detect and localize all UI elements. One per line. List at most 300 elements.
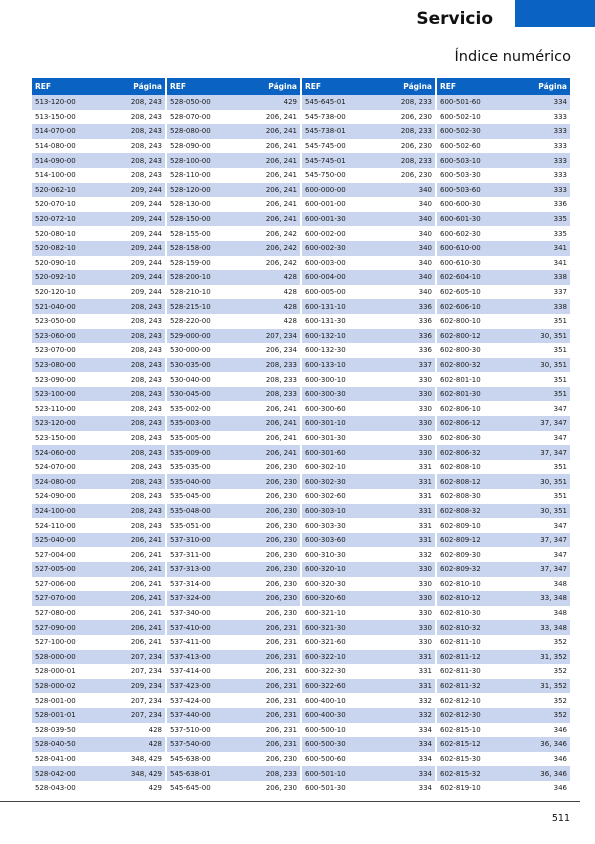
page-cell: 206, 241 xyxy=(130,565,162,574)
ref-cell: 602-808-32 xyxy=(440,506,481,515)
page-cell: 206, 230 xyxy=(265,477,297,486)
ref-cell: 600-003-00 xyxy=(305,258,346,267)
ref-cell: 602-800-32 xyxy=(440,360,481,369)
page-cell: 206, 230 xyxy=(265,609,297,618)
table-row xyxy=(32,635,165,650)
table-row xyxy=(302,650,435,665)
ref-cell: 525-040-00 xyxy=(35,536,76,545)
table-row xyxy=(437,445,570,460)
table-row xyxy=(167,474,300,489)
ref-cell: 602-800-30 xyxy=(440,346,481,355)
ref-cell: 537-423-00 xyxy=(170,682,211,691)
ref-cell: 600-302-60 xyxy=(305,492,346,501)
page-cell: 208, 233 xyxy=(265,360,297,369)
page-cell: 340 xyxy=(418,288,432,297)
table-row xyxy=(167,358,300,373)
page-cell: 31, 352 xyxy=(540,682,567,691)
table-row xyxy=(32,314,165,329)
table-row xyxy=(302,547,435,562)
table-row xyxy=(302,110,435,125)
ref-cell: 600-500-30 xyxy=(305,740,346,749)
page-cell: 333 xyxy=(553,185,567,194)
table-row xyxy=(302,752,435,767)
table-row xyxy=(32,460,165,475)
page-cell: 429 xyxy=(283,98,297,107)
page-cell: 346 xyxy=(553,755,567,764)
table-row xyxy=(437,533,570,548)
ref-cell: 602-811-10 xyxy=(440,638,481,647)
page-cell: 206, 230 xyxy=(265,536,297,545)
ref-cell: 600-321-60 xyxy=(305,638,346,647)
page-cell: 208, 243 xyxy=(130,492,162,501)
ref-cell: 545-645-00 xyxy=(170,784,211,793)
row-list xyxy=(32,95,165,796)
ref-header: REF xyxy=(170,82,187,91)
page-cell: 428 xyxy=(283,302,297,311)
ref-cell: 527-100-00 xyxy=(35,638,76,647)
page-cell: 336 xyxy=(418,331,432,340)
ref-cell: 537-424-00 xyxy=(170,696,211,705)
column-header xyxy=(167,78,300,95)
ref-cell: 535-005-00 xyxy=(170,433,211,442)
ref-cell: 537-413-00 xyxy=(170,652,211,661)
table-row xyxy=(32,708,165,723)
table-row xyxy=(167,620,300,635)
page-cell: 330 xyxy=(418,419,432,428)
table-row xyxy=(437,329,570,344)
page-cell: 209, 244 xyxy=(130,288,162,297)
page-cell: 331 xyxy=(418,652,432,661)
page-cell: 206, 231 xyxy=(265,740,297,749)
table-row xyxy=(32,183,165,198)
table-row xyxy=(167,183,300,198)
page-cell: 33, 348 xyxy=(540,623,567,632)
table-row xyxy=(302,635,435,650)
page-cell: 206, 241 xyxy=(130,609,162,618)
ref-cell: 545-745-01 xyxy=(305,156,346,165)
table-row xyxy=(32,226,165,241)
ref-cell: 602-801-30 xyxy=(440,390,481,399)
page-cell: 208, 243 xyxy=(130,360,162,369)
page-cell: 208, 243 xyxy=(130,142,162,151)
page-cell: 30, 351 xyxy=(540,331,567,340)
ref-cell: 523-080-00 xyxy=(35,360,76,369)
table-row xyxy=(437,766,570,781)
page-cell: 206, 241 xyxy=(265,185,297,194)
ref-cell: 600-131-10 xyxy=(305,302,346,311)
page-cell: 334 xyxy=(418,740,432,749)
page-cell: 428 xyxy=(283,317,297,326)
page-cell: 206, 241 xyxy=(265,433,297,442)
page-cell: 347 xyxy=(553,521,567,530)
table-row xyxy=(32,577,165,592)
ref-cell: 537-411-00 xyxy=(170,638,211,647)
page-header: Página xyxy=(403,82,432,91)
table-row xyxy=(437,679,570,694)
page-cell: 351 xyxy=(553,390,567,399)
ref-cell: 600-301-30 xyxy=(305,433,346,442)
page-cell: 333 xyxy=(553,142,567,151)
ref-cell: 528-158-00 xyxy=(170,244,211,253)
ref-cell: 600-502-10 xyxy=(440,112,481,121)
table-row xyxy=(437,153,570,168)
page-cell: 336 xyxy=(418,317,432,326)
page-cell: 208, 243 xyxy=(130,98,162,107)
table-row xyxy=(32,416,165,431)
table-row xyxy=(302,431,435,446)
table-row xyxy=(437,489,570,504)
table-row xyxy=(32,489,165,504)
page-cell: 208, 243 xyxy=(130,112,162,121)
ref-cell: 514-100-00 xyxy=(35,171,76,180)
page-cell: 208, 243 xyxy=(130,506,162,515)
ref-cell: 600-320-30 xyxy=(305,579,346,588)
ref-cell: 600-302-10 xyxy=(305,463,346,472)
table-row xyxy=(167,533,300,548)
ref-cell: 528-001-01 xyxy=(35,711,76,720)
ref-cell: 600-002-00 xyxy=(305,229,346,238)
table-row xyxy=(302,533,435,548)
page-cell: 331 xyxy=(418,463,432,472)
table-row xyxy=(32,547,165,562)
page-cell: 352 xyxy=(553,711,567,720)
page-cell: 331 xyxy=(418,506,432,515)
ref-cell: 528-000-01 xyxy=(35,667,76,676)
page-cell: 341 xyxy=(553,258,567,267)
ref-cell: 535-002-00 xyxy=(170,404,211,413)
table-row xyxy=(167,387,300,402)
row-list xyxy=(437,95,570,796)
ref-cell: 520-090-10 xyxy=(35,258,76,267)
ref-cell: 537-310-00 xyxy=(170,536,211,545)
table-row xyxy=(167,372,300,387)
table-row xyxy=(32,445,165,460)
ref-cell: 602-819-10 xyxy=(440,784,481,793)
ref-cell: 600-503-30 xyxy=(440,171,481,180)
page-cell: 347 xyxy=(553,433,567,442)
ref-cell: 600-300-30 xyxy=(305,390,346,399)
page-cell: 429 xyxy=(148,784,162,793)
page-cell: 206, 241 xyxy=(130,623,162,632)
ref-cell: 527-080-00 xyxy=(35,609,76,618)
table-row xyxy=(32,737,165,752)
table-row xyxy=(167,343,300,358)
page-cell: 208, 243 xyxy=(130,390,162,399)
page-cell: 428 xyxy=(148,725,162,734)
table-row xyxy=(167,416,300,431)
ref-cell: 523-070-00 xyxy=(35,346,76,355)
table-row xyxy=(437,241,570,256)
page-cell: 340 xyxy=(418,200,432,209)
page-cell: 206, 230 xyxy=(400,171,432,180)
ref-cell: 600-502-30 xyxy=(440,127,481,136)
ref-cell: 523-120-00 xyxy=(35,419,76,428)
ref-cell: 602-811-30 xyxy=(440,667,481,676)
page-cell: 331 xyxy=(418,492,432,501)
table-row xyxy=(167,664,300,679)
page-cell: 206, 230 xyxy=(265,492,297,501)
ref-header: REF xyxy=(305,82,322,91)
ref-cell: 521-040-00 xyxy=(35,302,76,311)
ref-cell: 600-501-30 xyxy=(305,784,346,793)
page-cell: 206, 241 xyxy=(130,579,162,588)
table-row xyxy=(302,723,435,738)
ref-cell: 527-004-00 xyxy=(35,550,76,559)
table-row xyxy=(32,650,165,665)
page-cell: 30, 351 xyxy=(540,506,567,515)
page-cell: 36, 346 xyxy=(540,740,567,749)
ref-cell: 523-050-00 xyxy=(35,317,76,326)
ref-cell: 520-072-10 xyxy=(35,215,76,224)
page-cell: 207, 234 xyxy=(130,667,162,676)
ref-cell: 523-150-00 xyxy=(35,433,76,442)
ref-cell: 600-301-60 xyxy=(305,448,346,457)
table-row xyxy=(32,752,165,767)
ref-cell: 602-809-10 xyxy=(440,521,481,530)
ref-cell: 600-132-30 xyxy=(305,346,346,355)
index-column xyxy=(302,78,435,796)
page-cell: 208, 243 xyxy=(130,477,162,486)
table-row xyxy=(167,110,300,125)
ref-cell: 600-133-10 xyxy=(305,360,346,369)
page-cell: 348 xyxy=(553,579,567,588)
ref-cell: 602-812-10 xyxy=(440,696,481,705)
ref-cell: 535-045-00 xyxy=(170,492,211,501)
page-cell: 206, 230 xyxy=(265,463,297,472)
page-cell: 341 xyxy=(553,244,567,253)
ref-cell: 524-100-00 xyxy=(35,506,76,515)
table-row xyxy=(302,693,435,708)
table-row xyxy=(32,591,165,606)
ref-cell: 600-303-60 xyxy=(305,536,346,545)
page-cell: 206, 231 xyxy=(265,623,297,632)
table-row xyxy=(302,401,435,416)
page-cell: 333 xyxy=(553,127,567,136)
table-row xyxy=(302,343,435,358)
page-cell: 206, 241 xyxy=(265,419,297,428)
page-cell: 208, 243 xyxy=(130,419,162,428)
ref-cell: 530-040-00 xyxy=(170,375,211,384)
ref-cell: 528-040-50 xyxy=(35,740,76,749)
table-row xyxy=(167,489,300,504)
page-cell: 206, 231 xyxy=(265,725,297,734)
page-cell: 335 xyxy=(553,215,567,224)
table-row xyxy=(32,124,165,139)
ref-cell: 535-003-00 xyxy=(170,419,211,428)
ref-cell: 537-414-00 xyxy=(170,667,211,676)
table-row xyxy=(32,110,165,125)
page-cell: 206, 230 xyxy=(265,550,297,559)
table-row xyxy=(167,445,300,460)
page-cell: 208, 243 xyxy=(130,171,162,180)
table-row xyxy=(302,591,435,606)
ref-cell: 530-035-00 xyxy=(170,360,211,369)
table-row xyxy=(302,766,435,781)
page-cell: 208, 243 xyxy=(130,463,162,472)
page-cell: 340 xyxy=(418,273,432,282)
page-cell: 206, 241 xyxy=(265,448,297,457)
table-row xyxy=(302,460,435,475)
ref-cell: 600-001-00 xyxy=(305,200,346,209)
ref-cell: 528-220-00 xyxy=(170,317,211,326)
row-list xyxy=(302,95,435,796)
ref-cell: 545-638-01 xyxy=(170,769,211,778)
table-row xyxy=(437,431,570,446)
page-cell: 208, 243 xyxy=(130,433,162,442)
page-cell: 208, 233 xyxy=(265,769,297,778)
table-row xyxy=(437,124,570,139)
table-row xyxy=(32,387,165,402)
ref-cell: 528-110-00 xyxy=(170,171,211,180)
page-cell: 208, 243 xyxy=(130,317,162,326)
page-cell: 337 xyxy=(553,288,567,297)
ref-cell: 602-808-10 xyxy=(440,463,481,472)
page-cell: 346 xyxy=(553,784,567,793)
ref-cell: 600-600-30 xyxy=(440,200,481,209)
ref-cell: 528-130-00 xyxy=(170,200,211,209)
table-row xyxy=(437,168,570,183)
ref-cell: 537-510-00 xyxy=(170,725,211,734)
table-row xyxy=(167,518,300,533)
ref-cell: 520-062-10 xyxy=(35,185,76,194)
table-row xyxy=(302,708,435,723)
table-row xyxy=(302,95,435,110)
page-cell: 206, 234 xyxy=(265,346,297,355)
ref-cell: 535-048-00 xyxy=(170,506,211,515)
page-cell: 207, 234 xyxy=(265,331,297,340)
ref-cell: 524-070-00 xyxy=(35,463,76,472)
page-cell: 334 xyxy=(418,769,432,778)
ref-cell: 514-080-00 xyxy=(35,142,76,151)
table-row xyxy=(302,562,435,577)
table-row xyxy=(302,329,435,344)
page-cell: 208, 243 xyxy=(130,127,162,136)
ref-cell: 602-809-32 xyxy=(440,565,481,574)
page-cell: 37, 347 xyxy=(540,565,567,574)
ref-cell: 520-070-10 xyxy=(35,200,76,209)
table-row xyxy=(32,562,165,577)
ref-cell: 602-810-10 xyxy=(440,579,481,588)
page-cell: 347 xyxy=(553,404,567,413)
ref-cell: 528-215-10 xyxy=(170,302,211,311)
table-row xyxy=(167,606,300,621)
ref-cell: 528-150-00 xyxy=(170,215,211,224)
table-row xyxy=(437,139,570,154)
ref-cell: 602-806-32 xyxy=(440,448,481,457)
ref-cell: 528-039-50 xyxy=(35,725,76,734)
table-row xyxy=(167,329,300,344)
table-row xyxy=(167,241,300,256)
table-row xyxy=(302,416,435,431)
page-cell: 351 xyxy=(553,346,567,355)
table-row xyxy=(32,212,165,227)
ref-cell: 528-001-00 xyxy=(35,696,76,705)
table-row xyxy=(167,256,300,271)
page-cell: 331 xyxy=(418,536,432,545)
ref-cell: 600-000-00 xyxy=(305,185,346,194)
ref-cell: 528-000-02 xyxy=(35,682,76,691)
page-header: Página xyxy=(538,82,567,91)
table-row xyxy=(437,387,570,402)
ref-cell: 602-801-10 xyxy=(440,375,481,384)
table-row xyxy=(167,547,300,562)
page-cell: 330 xyxy=(418,390,432,399)
ref-cell: 600-400-10 xyxy=(305,696,346,705)
table-row xyxy=(167,197,300,212)
page-cell: 340 xyxy=(418,244,432,253)
ref-cell: 514-090-00 xyxy=(35,156,76,165)
table-row xyxy=(32,197,165,212)
ref-cell: 602-810-30 xyxy=(440,609,481,618)
ref-cell: 600-322-30 xyxy=(305,667,346,676)
page-cell: 37, 347 xyxy=(540,536,567,545)
page-cell: 209, 234 xyxy=(130,682,162,691)
table-row xyxy=(437,183,570,198)
page-cell: 208, 233 xyxy=(400,127,432,136)
table-row xyxy=(32,518,165,533)
ref-cell: 528-120-00 xyxy=(170,185,211,194)
ref-cell: 535-040-00 xyxy=(170,477,211,486)
table-row xyxy=(437,606,570,621)
page-cell: 30, 351 xyxy=(540,360,567,369)
ref-cell: 528-090-00 xyxy=(170,142,211,151)
page-cell: 428 xyxy=(283,273,297,282)
table-row xyxy=(437,504,570,519)
ref-cell: 602-605-10 xyxy=(440,288,481,297)
ref-cell: 528-155-00 xyxy=(170,229,211,238)
ref-cell: 602-800-12 xyxy=(440,331,481,340)
table-row xyxy=(32,606,165,621)
table-row xyxy=(32,168,165,183)
ref-cell: 535-009-00 xyxy=(170,448,211,457)
page-cell: 207, 234 xyxy=(130,652,162,661)
table-row xyxy=(167,270,300,285)
page-cell: 208, 243 xyxy=(130,404,162,413)
page-cell: 209, 244 xyxy=(130,200,162,209)
ref-cell: 600-001-30 xyxy=(305,215,346,224)
page-cell: 206, 231 xyxy=(265,638,297,647)
table-row xyxy=(437,708,570,723)
page-cell: 208, 243 xyxy=(130,521,162,530)
page-cell: 206, 230 xyxy=(265,506,297,515)
table-row xyxy=(167,168,300,183)
table-row xyxy=(32,343,165,358)
ref-cell: 537-311-00 xyxy=(170,550,211,559)
ref-cell: 602-806-10 xyxy=(440,404,481,413)
page-cell: 206, 242 xyxy=(265,244,297,253)
table-row xyxy=(302,606,435,621)
table-row xyxy=(302,781,435,796)
table-row xyxy=(437,212,570,227)
index-table xyxy=(32,78,573,796)
table-row xyxy=(167,737,300,752)
page-cell: 207, 234 xyxy=(130,696,162,705)
page-cell: 348 xyxy=(553,609,567,618)
page-cell: 335 xyxy=(553,229,567,238)
table-row xyxy=(32,139,165,154)
page-cell: 352 xyxy=(553,696,567,705)
page-cell: 346 xyxy=(553,725,567,734)
page-cell: 351 xyxy=(553,463,567,472)
table-row xyxy=(437,737,570,752)
page-cell: 338 xyxy=(553,302,567,311)
ref-cell: 602-815-10 xyxy=(440,725,481,734)
page-cell: 208, 233 xyxy=(400,98,432,107)
page-cell: 206, 241 xyxy=(130,638,162,647)
ref-cell: 602-604-10 xyxy=(440,273,481,282)
table-row xyxy=(302,153,435,168)
ref-cell: 600-500-60 xyxy=(305,755,346,764)
